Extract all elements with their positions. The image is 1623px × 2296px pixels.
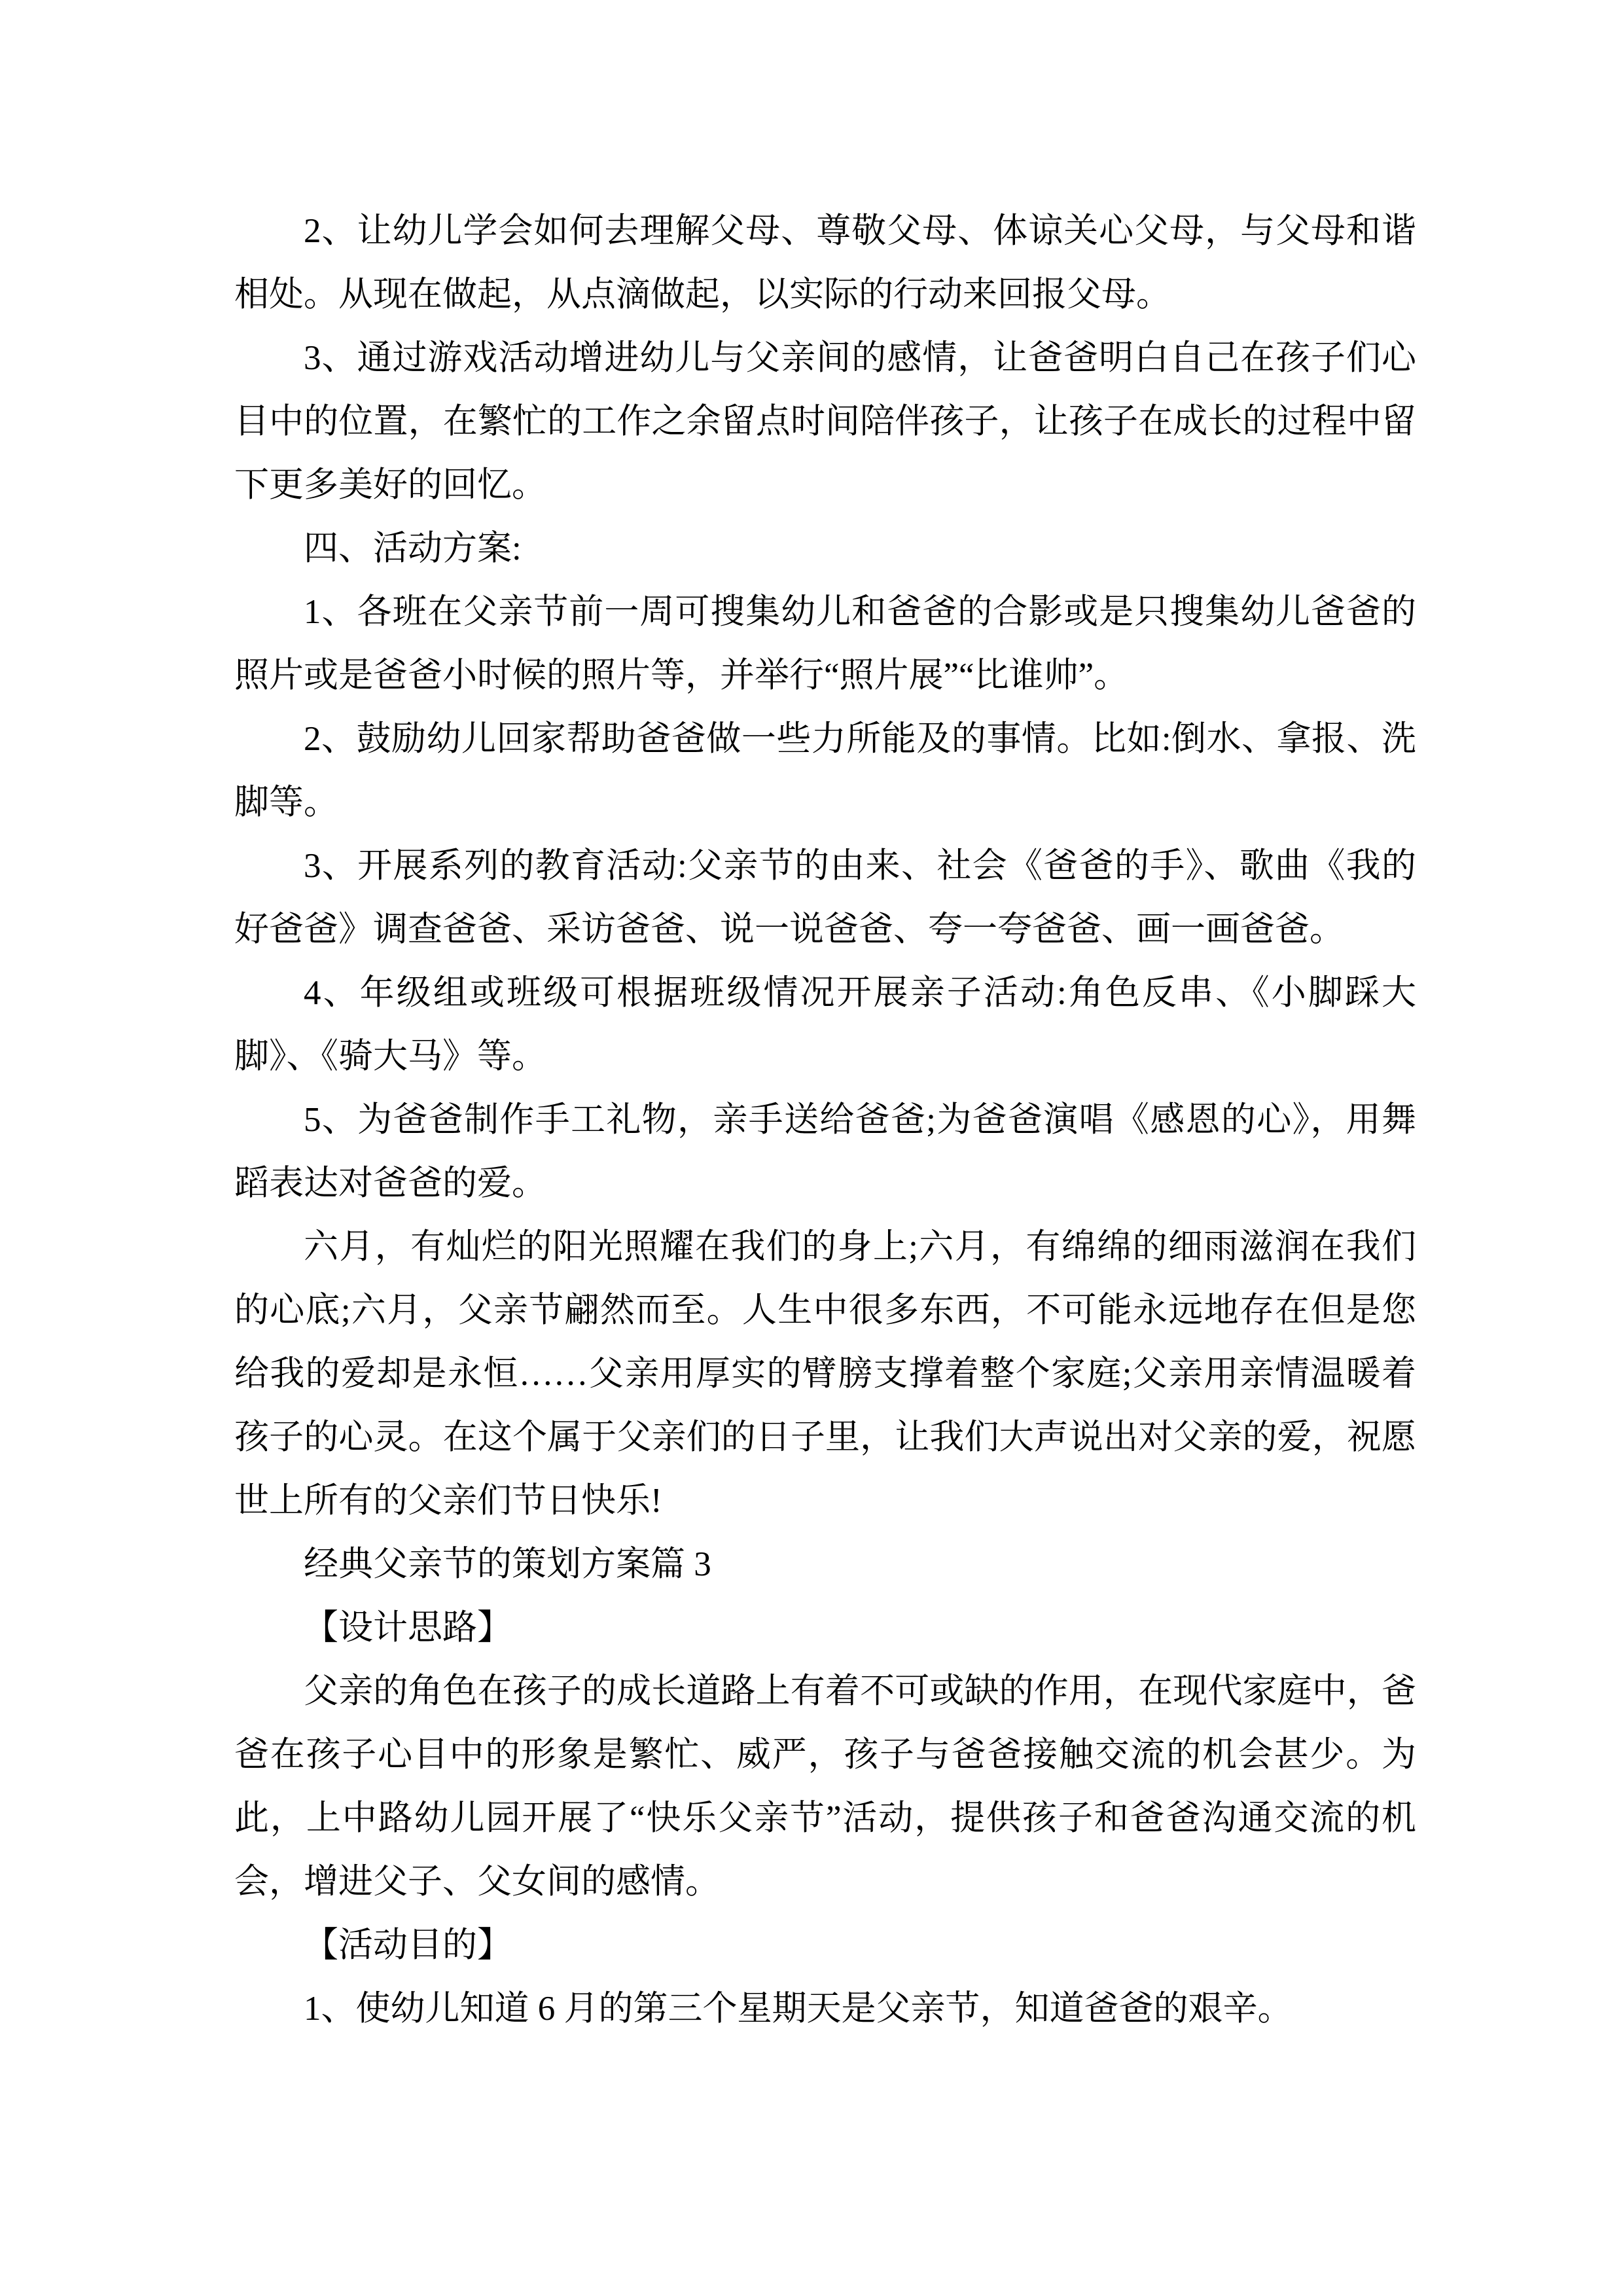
- paragraph-13: 【活动目的】: [304, 1926, 512, 1964]
- paragraph-1: 2、让幼儿学会如何去理解父母、尊敬父母、体谅关心父母，与父母和谐相处。从现在做起，从点滴做起，以实际的行动来回报父母。: [234, 212, 1416, 314]
- paragraph-8: 5、为爸爸制作手工礼物，亲手送给爸爸;为爸爸演唱《感恩的心》，用舞蹈表达对爸爸的爱。: [234, 1101, 1416, 1202]
- paragraph-9: 六月，有灿烂的阳光照耀在我们的身上;六月，有绵绵的细雨滋润在我们的心底;六月，父亲节翩然而至。人生中很多东西，不可能永远地存在但是您给我的爱却是永恒……父亲用厚实的臂膀支撑着整个家庭;父亲用亲情温暖着孩子的心灵。在这个属于父亲们的日子里，让我们大声说出对父亲的爱，祝愿世上所有的父亲们节日快乐!: [234, 1228, 1416, 1520]
- paragraph-10: 经典父亲节的策划方案篇 3: [304, 1545, 711, 1583]
- document-body: [234, 200, 1416, 2041]
- paragraph-4: 1、各班在父亲节前一周可搜集幼儿和爸爸的合影或是只搜集幼儿爸爸的照片或是爸爸小时候的照片等，并举行“照片展”“比谁帅”。: [234, 593, 1416, 694]
- paragraph-7: 4、年级组或班级可根据班级情况开展亲子活动:角色反串、《小脚踩大脚》、《骑大马》等。: [234, 974, 1416, 1075]
- paragraph-2: 3、通过游戏活动增进幼儿与父亲间的感情，让爸爸明白自己在孩子们心目中的位置，在繁忙的工作之余留点时间陪伴孩子，让孩子在成长的过程中留下更多美好的回忆。: [234, 339, 1416, 504]
- paragraph-12: 父亲的角色在孩子的成长道路上有着不可或缺的作用，在现代家庭中，爸爸在孩子心目中的形象是繁忙、威严，孩子与爸爸接触交流的机会甚少。为此，上中路幼儿园开展了“快乐父亲节”活动，提供孩子和爸爸沟通交流的机会，增进父子、父女间的感情。: [234, 1672, 1416, 1901]
- paragraph-14: 1、使幼儿知道 6 月的第三个星期天是父亲节，知道爸爸的艰辛。: [304, 1990, 1293, 2028]
- paragraph-11: 【设计思路】: [304, 1609, 512, 1647]
- paragraph-5: 2、鼓励幼儿回家帮助爸爸做一些力所能及的事情。比如:倒水、拿报、洗脚等。: [234, 720, 1416, 821]
- paragraph-3: 四、活动方案:: [304, 529, 522, 567]
- paragraph-6: 3、开展系列的教育活动:父亲节的由来、社会《爸爸的手》、歌曲《我的好爸爸》调查爸爸、采访爸爸、说一说爸爸、夸一夸爸爸、画一画爸爸。: [234, 847, 1416, 948]
